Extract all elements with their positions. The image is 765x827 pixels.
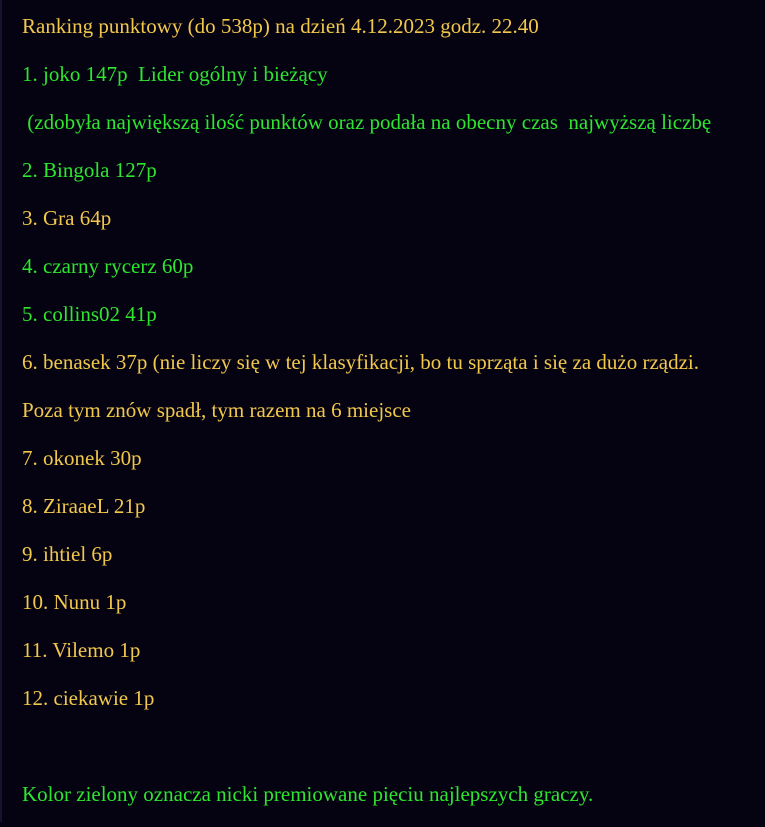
ranking-header: Ranking punktowy (do 538p) na dzień 4.12.2023 godz. 22.40 [22,14,539,38]
ranking-leader-note: (zdobyła największą ilość punktów oraz podała na obecny czas najwyższą liczbę [22,110,712,134]
ranking-entry-9: 9. ihtiel 6p [22,542,113,566]
ranking-entry-6-note: Poza tym znów spadł, tym razem na 6 miejsce [22,398,411,422]
ranking-entry-2: 2. Bingola 127p [22,158,157,182]
ranking-entry-5: 5. collins02 41p [22,302,157,326]
ranking-entry-3: 3. Gra 64p [22,206,112,230]
forum-post [22,11,765,827]
ranking-entry-7: 7. okonek 30p [22,446,142,470]
ranking-entry-6: 6. benasek 37p (nie liczy się w tej klasyfikacji, bo tu sprząta i się za dużo rządzi. [22,350,700,374]
ranking-entry-11: 11. Vilemo 1p [22,638,141,662]
ranking-entry-10: 10. Nunu 1p [22,590,127,614]
ranking-entry-12: 12. ciekawie 1p [22,686,155,710]
ranking-entry-8: 8. ZiraaeL 21p [22,494,146,518]
ranking-entry-4: 4. czarny rycerz 60p [22,254,194,278]
legend-footer: Kolor zielony oznacza nicki premiowane pięciu najlepszych graczy. [22,782,594,806]
left-border [0,0,2,822]
ranking-leader: 1. joko 147p Lider ogólny i bieżący [22,62,328,86]
blank-line [22,731,765,779]
